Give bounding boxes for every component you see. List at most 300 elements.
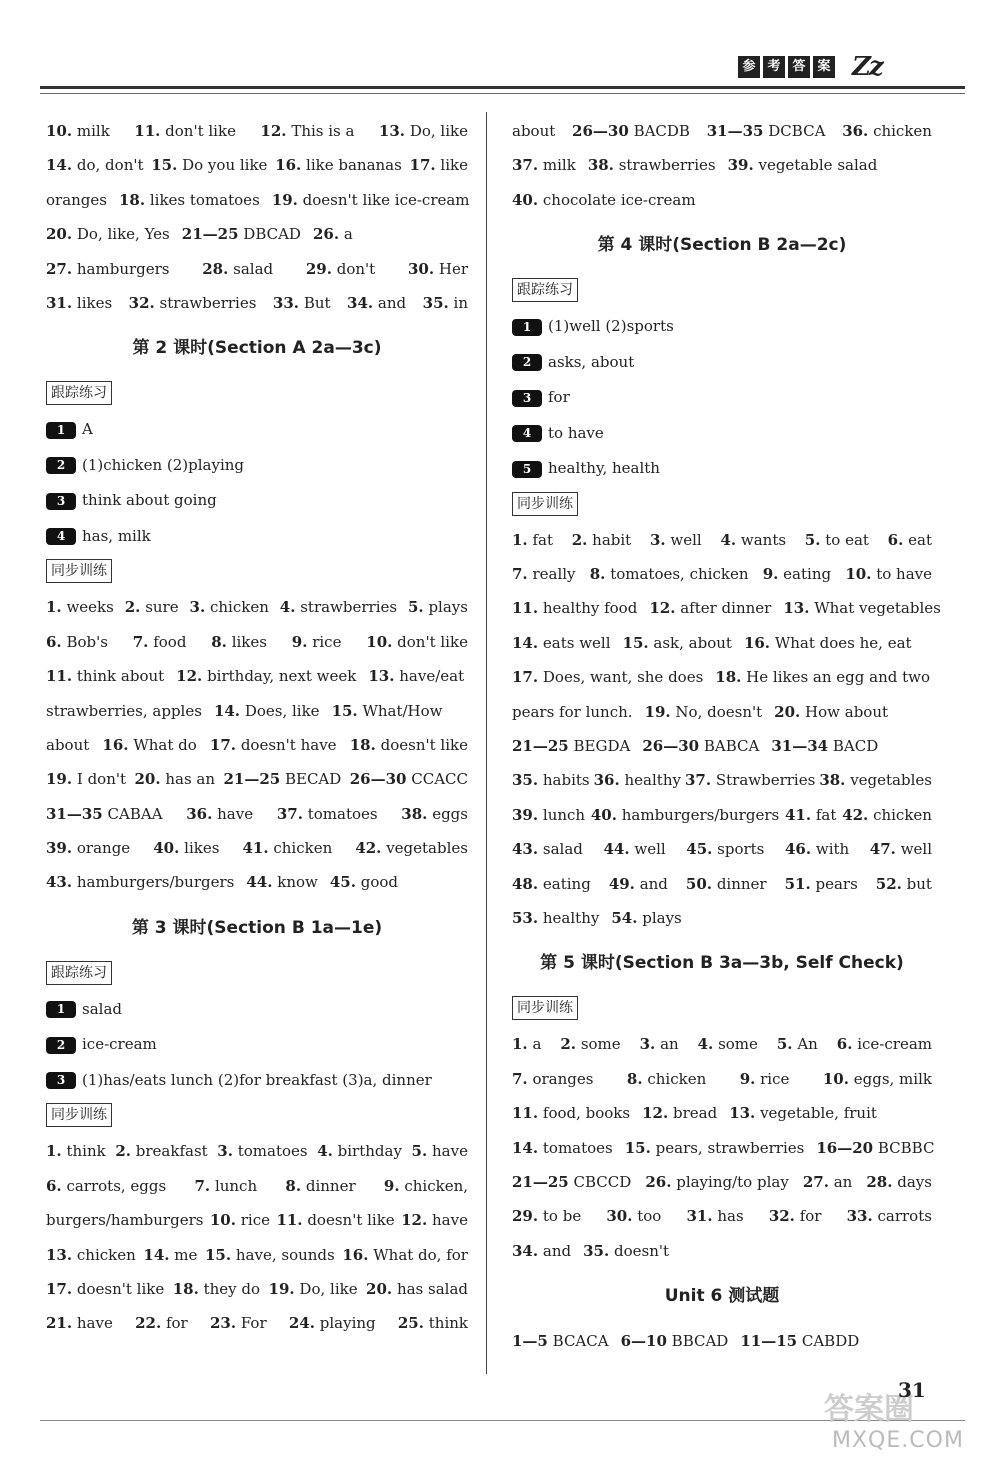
answer-item [46, 831, 130, 865]
answer-item [133, 625, 187, 659]
answer-item [740, 1324, 859, 1358]
section-label-wrap [512, 273, 932, 309]
badge-char: 案 [813, 56, 835, 78]
answer-number: 5. [408, 598, 424, 617]
answer-item [410, 148, 468, 182]
answer-number: 12. [176, 667, 203, 686]
answer-text: BECAD [284, 770, 342, 789]
answer-item [46, 1272, 164, 1306]
answer-line [512, 148, 932, 182]
answer-line [46, 217, 468, 251]
answer-line [46, 831, 468, 865]
answer-number: 3. [189, 598, 206, 617]
answer-text: tomatoes [542, 1138, 613, 1157]
answer-item [46, 1238, 136, 1272]
answer-line [46, 762, 468, 796]
answer-text: doesn't like [307, 1211, 395, 1230]
answer-text: strawberries [300, 598, 398, 617]
answer-item [512, 183, 696, 217]
answer-item [280, 590, 397, 624]
answer-line [46, 1134, 468, 1168]
answer-text: too [637, 1207, 662, 1226]
answer-item [210, 1203, 270, 1237]
track-item [512, 345, 932, 381]
answer-item [642, 1096, 717, 1130]
answer-item [306, 252, 375, 286]
answer-item [129, 286, 257, 320]
answer-number: 51. [784, 874, 811, 893]
answer-line [46, 183, 468, 217]
answer-line [512, 1324, 932, 1358]
answer-number: 37. [684, 771, 712, 790]
answer-line [512, 660, 932, 694]
answer-item [46, 590, 114, 624]
answer-text: tomatoes [237, 1142, 308, 1161]
answer-number: 45. [329, 873, 356, 892]
answer-text: well [900, 840, 932, 859]
answer-number: 19. [644, 702, 671, 721]
answer-item [512, 1062, 593, 1096]
answer-text: and [639, 874, 668, 893]
right-column [512, 114, 941, 1358]
item-number-badge: 1 [46, 422, 76, 439]
answer-text: bread [672, 1104, 718, 1123]
answer-text: and [377, 293, 407, 312]
answer-text: sure [145, 598, 179, 617]
answer-text: fat [815, 805, 837, 824]
answer-item [355, 831, 468, 865]
answer-number: 7. [194, 1176, 211, 1195]
answer-item [623, 626, 732, 660]
answer-item [46, 252, 170, 286]
answer-text: oranges [532, 1069, 594, 1088]
answer-number: 17. [46, 1279, 73, 1298]
answer-number: 4. [317, 1142, 333, 1161]
answer-text: What do [133, 735, 197, 754]
answer-number: 42. [355, 839, 382, 858]
answer-text: But [303, 293, 331, 312]
answer-number: 1—5 [512, 1332, 548, 1351]
answer-number: 31. [686, 1207, 713, 1226]
answer-number: 3. [649, 530, 666, 549]
badge-char: 考 [763, 56, 785, 78]
answer-number: 54. [611, 908, 638, 927]
answer-text: well [634, 840, 666, 859]
answer-number: 4. [697, 1035, 714, 1054]
answer-text: rice [312, 632, 342, 651]
answer-number: 13. [46, 1245, 73, 1264]
answer-text: think about [76, 667, 165, 686]
answer-text: vegetables [386, 839, 468, 858]
answer-text: think [428, 1314, 468, 1333]
answer-text: with [815, 840, 850, 859]
answer-number: 26. [645, 1172, 672, 1191]
answer-text: chicken [273, 839, 333, 858]
answer-text: CBCCD [573, 1172, 632, 1191]
answer-item [125, 590, 179, 624]
answer-text: This is a [291, 122, 355, 140]
answer-number: 7. [132, 632, 149, 651]
answer-item [591, 798, 779, 832]
answer-item [210, 728, 337, 762]
answer-item [46, 762, 126, 796]
answer-text: birthday [337, 1142, 402, 1161]
answer-item [512, 1199, 581, 1233]
answer-text: eat [908, 530, 932, 549]
answer-item [572, 523, 631, 557]
answer-item [350, 728, 468, 762]
answer-item [819, 763, 932, 797]
answer-item [135, 1306, 188, 1340]
answer-item [803, 1165, 853, 1199]
answer-item [210, 1306, 267, 1340]
answer-item [590, 557, 749, 591]
answer-item [151, 148, 267, 182]
answer-text: chicken [76, 1245, 136, 1264]
answer-text: DBCAD [243, 225, 301, 244]
answer-number: 21—25 [512, 1172, 569, 1191]
answer-number: 31—35 [706, 122, 764, 140]
answer-text: What/How [362, 701, 443, 720]
answer-text: BACD [832, 737, 879, 756]
answer-text: likes [184, 839, 220, 858]
answer-number: 14. [512, 633, 539, 652]
answer-number: 20. [46, 225, 73, 244]
answer-number: 6—10 [620, 1332, 667, 1351]
answer-item [350, 762, 468, 796]
answer-text: BCBBC [877, 1138, 935, 1157]
answer-text: breakfast [135, 1142, 208, 1161]
answer-item [842, 114, 932, 148]
answer-number: 17. [209, 735, 237, 754]
answer-number: 6. [46, 632, 62, 651]
answer-text: sports [717, 840, 765, 859]
answer-text: some [718, 1035, 758, 1054]
answer-line [512, 114, 932, 148]
answer-item [512, 1027, 541, 1061]
answer-item [379, 114, 468, 148]
answer-number: 45. [686, 840, 713, 859]
answer-item [823, 1062, 932, 1096]
answer-item [609, 867, 668, 901]
track-answer: healthy, health [548, 459, 660, 478]
answer-number: 33. [272, 293, 300, 312]
answer-item [783, 591, 940, 625]
track-item [512, 451, 932, 487]
header-rule [40, 86, 965, 89]
answer-text: have [76, 1314, 113, 1333]
answer-number: 2. [124, 598, 141, 617]
answer-number: 37. [512, 156, 539, 175]
answer-item [401, 797, 468, 831]
answer-number: 21—25 [181, 225, 239, 244]
answer-number: 1. [46, 1142, 62, 1161]
answer-text: for [165, 1314, 188, 1333]
answer-item [729, 1096, 877, 1130]
answer-text: don't like [397, 632, 468, 651]
answer-number: 12. [260, 122, 287, 140]
answer-number: 26—30 [572, 122, 629, 140]
answer-number: 11. [46, 667, 73, 686]
track-answer: to have [548, 423, 604, 442]
answer-item [771, 729, 878, 763]
answer-item [645, 1165, 788, 1199]
answer-number: 15. [622, 633, 649, 652]
header-rule-thin [40, 93, 965, 94]
answer-number: 14. [512, 1138, 539, 1157]
answer-line [46, 286, 468, 320]
answer-item [512, 1096, 630, 1130]
answer-item [603, 832, 665, 866]
answer-text: He likes an egg and two [746, 668, 931, 687]
answer-item [621, 1324, 729, 1358]
answer-text: likes [76, 293, 113, 312]
answer-item [512, 1234, 571, 1268]
answer-text: Her [438, 259, 468, 278]
answer-number: 22. [135, 1314, 162, 1333]
answer-text: a [532, 1035, 542, 1054]
answer-line [512, 798, 932, 832]
answer-number: 13. [368, 667, 395, 686]
answer-line [46, 797, 468, 831]
answer-number: 4. [279, 598, 296, 617]
answer-number: 26. [312, 225, 340, 244]
answer-text: hamburgers/burgers [621, 805, 780, 824]
answer-number: 31—34 [771, 737, 829, 756]
answer-text: No, doesn't [675, 702, 763, 721]
answer-item [275, 148, 402, 182]
answer-text: but [906, 874, 932, 893]
answer-text: Do you like [182, 156, 268, 175]
answer-text: eggs [432, 804, 468, 823]
answer-text: BBCAD [671, 1332, 729, 1351]
answer-item [685, 763, 815, 797]
answer-number: 42. [842, 805, 869, 824]
answer-item [512, 798, 585, 832]
answer-number: 6. [836, 1035, 853, 1054]
answer-item [214, 694, 320, 728]
answer-item [686, 832, 764, 866]
answer-item [401, 1203, 468, 1237]
answer-item [837, 1027, 932, 1061]
answer-text: don't like [165, 122, 236, 140]
answer-item [588, 148, 716, 182]
answer-item [272, 183, 470, 217]
answer-text: do, don't [76, 156, 144, 175]
answer-line [512, 1131, 935, 1165]
answer-number: 46. [784, 840, 812, 859]
answer-number: 14. [46, 156, 73, 175]
answer-number: 41. [242, 839, 269, 858]
answer-item [769, 1199, 822, 1233]
answer-item [182, 217, 301, 251]
track-item [46, 519, 468, 555]
answer-number: 44. [246, 873, 273, 892]
answer-number: 8. [285, 1176, 302, 1195]
track-item [512, 416, 932, 452]
answer-text: healthy [624, 771, 681, 790]
answer-number: 50. [685, 874, 713, 893]
answer-number: 15. [624, 1138, 651, 1157]
answer-number: 8. [589, 565, 606, 584]
answer-item [176, 659, 356, 693]
answer-text: How about [805, 702, 889, 721]
answer-text: well [670, 530, 702, 549]
answer-number: 10. [366, 632, 393, 651]
answer-number: 32. [128, 293, 155, 312]
answer-text: Does, like [244, 701, 320, 720]
track-answer: has, milk [82, 526, 151, 545]
track-item [46, 992, 468, 1028]
answer-line [512, 1199, 932, 1233]
answer-number: 8. [211, 632, 227, 651]
item-number-badge: 1 [46, 1001, 76, 1018]
section-label-wrap [46, 956, 468, 992]
track-answer: think about going [82, 491, 217, 510]
answer-item [102, 728, 196, 762]
answer-number: 28. [202, 259, 229, 278]
track-answer: asks, about [548, 352, 635, 371]
answer-number: 4. [720, 530, 737, 549]
answer-item [223, 762, 341, 796]
answer-number: 27. [46, 259, 73, 278]
answer-text: milk [542, 156, 576, 175]
answer-item [366, 1272, 468, 1306]
answer-text: to be [542, 1207, 582, 1226]
answer-text: ice-cream [857, 1035, 932, 1054]
section-label-wrap [512, 487, 932, 523]
track-item [512, 309, 932, 345]
answer-number: 8. [626, 1069, 643, 1088]
answer-item [512, 148, 576, 182]
answer-item [330, 865, 398, 899]
answer-text: salad [233, 259, 274, 278]
answer-line [512, 591, 941, 625]
answer-text: doesn't like ice-cream [302, 190, 470, 209]
answer-item [777, 1027, 818, 1061]
answer-number: 2. [115, 1142, 131, 1161]
answer-text: I don't [76, 770, 127, 789]
answer-text: CABAA [107, 804, 163, 823]
answer-item [512, 660, 703, 694]
answer-line [46, 865, 468, 899]
page-number: 31 [898, 1378, 926, 1402]
answer-item [640, 1027, 679, 1061]
answer-item [115, 1134, 207, 1168]
answer-text: Do, like [299, 1279, 358, 1298]
answer-text: lunch [214, 1176, 258, 1195]
answer-number: 53. [512, 908, 539, 927]
answer-number: 7. [512, 565, 528, 584]
answer-number: 9. [762, 565, 779, 584]
answer-number: 44. [603, 840, 630, 859]
answer-line [46, 1203, 468, 1237]
section-label: 跟踪练习 [46, 961, 112, 985]
answer-number: 24. [288, 1314, 315, 1333]
answer-item [217, 1134, 307, 1168]
answer-text: BCACA [552, 1332, 609, 1351]
answer-text: likes tomatoes [149, 190, 260, 209]
answer-number: 19. [271, 190, 298, 209]
answer-item [368, 659, 464, 693]
answer-number: 29. [305, 259, 332, 278]
answer-item [785, 832, 849, 866]
answer-item [285, 1169, 355, 1203]
answer-text: strawberries [159, 293, 257, 312]
answer-text: an [660, 1035, 679, 1054]
answer-text: they do [203, 1279, 261, 1298]
answer-item [774, 695, 888, 729]
section-label: 同步训练 [46, 1103, 112, 1127]
answer-number: 11. [512, 1104, 539, 1123]
answer-item [313, 217, 353, 251]
answer-item [46, 114, 110, 148]
answer-item [512, 1165, 631, 1199]
section-label-wrap [512, 991, 932, 1027]
track-answer: A [82, 420, 93, 439]
watermark-logo: 答案圈 [824, 1392, 914, 1427]
answer-item [194, 1169, 257, 1203]
answer-item [384, 1169, 468, 1203]
answer-number: 11—15 [740, 1332, 798, 1351]
answer-item [46, 728, 89, 762]
answer-line [46, 1238, 468, 1272]
answer-text: and [542, 1241, 572, 1260]
answer-line [512, 695, 932, 729]
answer-text: rice [760, 1069, 790, 1088]
answer-item [888, 523, 932, 557]
answer-text: hamburgers [76, 259, 170, 278]
answer-text: orange [76, 839, 131, 858]
header-logo: Zz [852, 52, 882, 82]
answer-text: weeks [66, 598, 114, 617]
answer-number: 19. [46, 770, 73, 789]
answer-item [46, 694, 202, 728]
answer-line [46, 1272, 468, 1306]
answer-text: plays [642, 908, 682, 927]
answer-text: ask, about [653, 633, 732, 652]
answer-number: 25. [397, 1314, 424, 1333]
answer-item [366, 625, 468, 659]
section-label: 跟踪练习 [46, 381, 112, 405]
answer-line [46, 1306, 468, 1340]
answer-text: eggs, milk [853, 1069, 932, 1088]
answer-number: 18. [172, 1279, 199, 1298]
answer-number: 31—35 [46, 804, 103, 823]
answer-number: 49. [608, 874, 635, 893]
answer-number: 39. [46, 839, 73, 858]
answer-text: CABDD [801, 1332, 860, 1351]
answer-number: 13. [378, 122, 406, 140]
answer-text: carrots, eggs [66, 1176, 167, 1195]
answer-item [686, 867, 767, 901]
answer-item [46, 659, 164, 693]
answer-number: 15. [331, 701, 358, 720]
answer-number: 30. [606, 1207, 633, 1226]
answer-text: pears [815, 874, 858, 893]
answer-line [512, 729, 932, 763]
section-label: 同步训练 [512, 492, 578, 516]
answer-number: 40. [153, 839, 180, 858]
answer-number: 1. [512, 1035, 528, 1054]
answer-line [512, 1096, 932, 1130]
answer-item [785, 867, 858, 901]
answer-number: 35. [422, 293, 449, 312]
answer-item [785, 798, 836, 832]
answer-item [408, 590, 468, 624]
answer-item [728, 148, 878, 182]
answer-number: 35. [583, 1241, 610, 1260]
